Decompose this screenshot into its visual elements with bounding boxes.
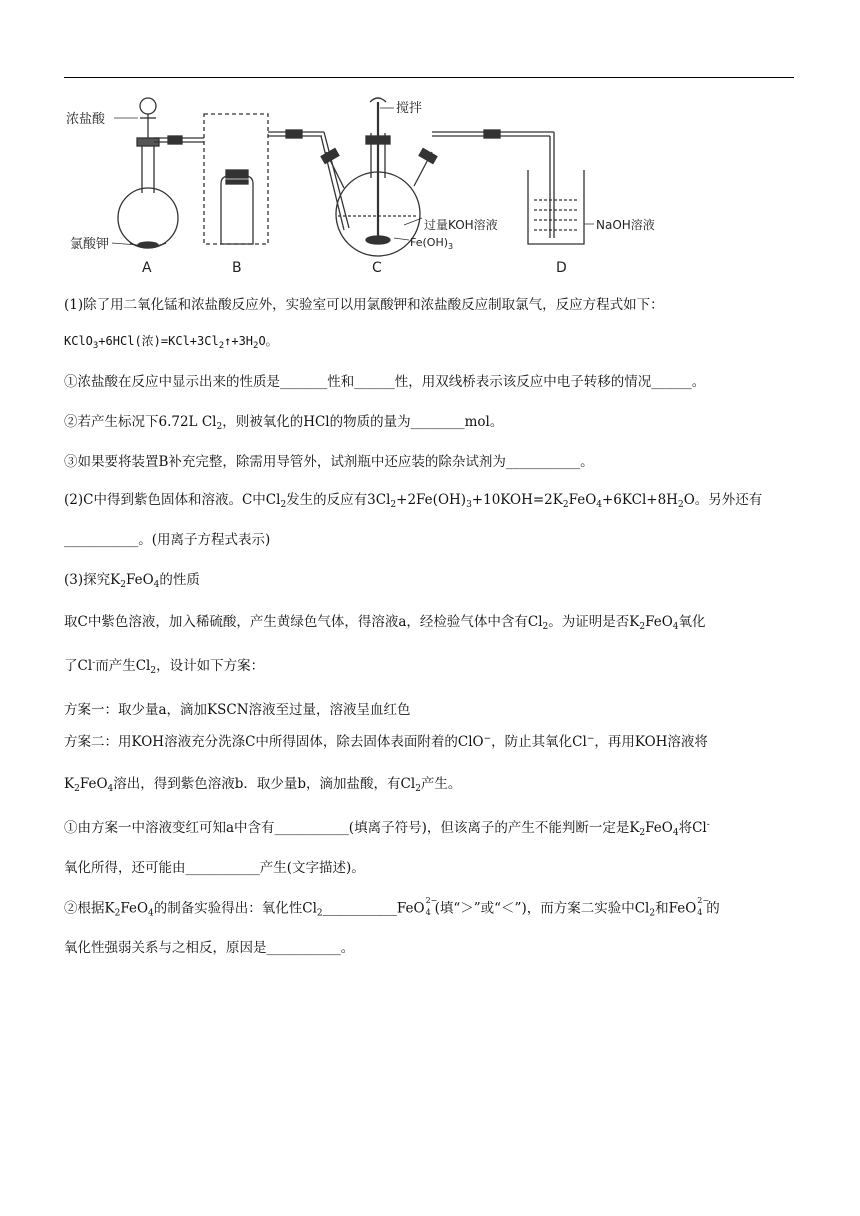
label-feoh3: $Fe(OH)_3$ <box>410 236 454 251</box>
label-naoh: NaOH溶液 <box>596 218 655 232</box>
q3-plan2-cont: $K_2FeO_4$溶出，得到紫色溶液b．取少量b，滴加盐酸，有$Cl_2$产生。 <box>64 776 462 794</box>
label-stir: 搅拌 <box>396 101 423 116</box>
q3-title: (3)探究$K_2FeO_4$的性质 <box>64 572 200 590</box>
q3-sub2-line2: 氧化性强弱关系与之相反，原因是___________。 <box>64 940 355 956</box>
q2-line1: (2)C中得到紫色固体和溶液。C中$Cl_2$发生的反应有$3Cl_2+2Fe(OH)_3+10KOH=2K_2FeO_4+6KCl+8H_2O$。另外还有 <box>64 492 763 510</box>
q3-para-b: 了Cl-而产生$Cl_2$，设计如下方案： <box>64 658 265 676</box>
q1-intro: (1)除了用二氧化锰和浓盐酸反应外，实验室可以用氯酸钾和浓盐酸反应制取氯气，反应方程式如下： <box>64 297 664 313</box>
label-koh: 过量KOH溶液 <box>424 218 498 232</box>
label-a: A <box>142 260 152 276</box>
q1-sub2: ②若产生标况下6.72L $Cl_2$，则被氧化的HCl的物质的量为________mol。 <box>64 414 504 432</box>
q1-sub1: ①浓盐酸在反应中显示出来的性质是_______性和______性，用双线桥表示该反应中电子转移的情况______。 <box>64 374 706 390</box>
label-kclo3: 氯酸钾 <box>70 237 110 252</box>
label-d: D <box>556 260 567 276</box>
q3-sub2-line1: ②根据$K_2FeO_4$的制备实验得出：氧化性$Cl_2\_\_\_\_\_\_\_\_\_\_\_FeO$ 2− 4 (填“＞”或“＜”)，而方案二实验中$Cl_2$和FeO 2− 4 的 <box>64 896 720 919</box>
header-rule <box>64 77 794 78</box>
q3-para-a: 取C中紫色溶液，加入稀硫酸，产生黄绿色气体，得溶液a，经检验气体中含有$Cl_2$。为证明是否$K_2FeO_4$氧化 <box>64 614 706 632</box>
label-c: C <box>372 260 382 276</box>
funnel-bulb <box>140 98 156 114</box>
q3-plan1: 方案一：取少量a，滴加KSCN溶液至过量，溶液呈血红色 <box>64 702 411 718</box>
q2-line2: ___________。(用离子方程式表示) <box>64 532 271 548</box>
q3-plan2: 方案二：用KOH溶液充分洗涤C中所得固体，除去固体表面附着的ClO−，防止其氧化Cl−，再用KOH溶液将 <box>64 734 708 750</box>
flask-a <box>118 188 178 248</box>
q3-sub1-line2: 氧化所得，还可能由___________产生(文字描述)。 <box>64 860 365 876</box>
label-b: B <box>232 260 242 276</box>
apparatus-diagram <box>64 88 724 278</box>
q1-sub3: ③如果要将装置B补充完整，除需用导管外，试剂瓶中还应装的除杂试剂为___________。 <box>64 454 594 470</box>
label-conc-hcl: 浓盐酸 <box>66 112 106 127</box>
q3-sub1-line1: ①由方案一中溶液变红可知a中含有___________(填离子符号)，但该离子的产生不能判断一定是$K_2FeO_4$将Cl- <box>64 820 710 838</box>
q1-equation: KClO$_3$+6HCl(浓)$=KCl+3Cl_2↑+3H_2O$。 <box>64 334 278 351</box>
